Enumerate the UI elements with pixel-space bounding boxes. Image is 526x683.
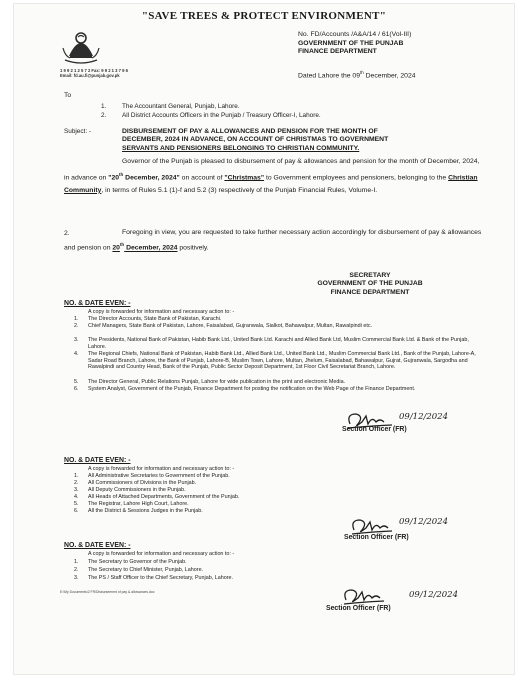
- subject-line-2: DECEMBER, 2024 IN ADVANCE, ON ACCOUNT OF CHRISTMAS TO GOVERNMENT: [122, 136, 389, 144]
- secretary-title: SECRETARY: [349, 272, 391, 279]
- subject-line-3: SERVANTS AND PENSIONERS BELONGING TO CHRISTIAN COMMUNITY.: [122, 144, 360, 152]
- subject-label: Subject: -: [64, 128, 91, 135]
- paragraph-1: Governor of the Punjab is pleased to disbursement of pay & allowances and pension for the month of December, 2024, in advance on "20th December, 2024" on account of "Christmas" to Government employees and pensioners, belonging to the Christian Community, in terms of Rules 5.1 (1)-f and 5.2 (3) respectively of the Punjab Financial Rules, Volume-I.: [64, 158, 480, 194]
- document-page: [14, 4, 514, 674]
- issue-date: Dated Lahore the 09th December, 2024: [298, 70, 416, 80]
- section-officer-label: Section Officer (FR): [326, 605, 391, 612]
- signature-date: 09/12/2024: [399, 412, 448, 422]
- secretary-org: GOVERNMENT OF THE PUNJAB: [317, 280, 423, 288]
- endorsement-1-list: 1. The Director Accounts, State Bank of Pakistan, Karachi. 2. Chief Managers, State Bank of Pakistan, Lahore, Faisalabad, Gujranwala, Sialkot, Bahawalpur, Multan, Rawalpindi etc. 3. The Presidents, National Bank of Pakistan, Habib Bank Ltd., United Bank Ltd. Karachi and Allied Bank Ltd, Muslim Commercial Bank Ltd. & Bank of the Punjab, Lahore. 4. The Regional Chiefs, National Bank of Pakistan, Habib Bank Ltd., Allied Bank Ltd., United Bank Ltd., Muslim Commercial Bank Ltd., Bank of the Punjab, Lahore-A, Sadar Road Branch, Lahore, the Bank of Punjab, Lahore-B, Muslim Town, Lahore, Multan, Jhelum, Faisalabad, Bahawalpur, Gujrat, Gujranwala, Sargodha and Rawalpindi and Country Head, Bank of the Punjab, Public Sector Deposit Department, 1st Floor Civil Secretariat Branch, Lahore. 5. The Director General, Public Relations Punjab, Lahore for wide publication in the print and electronic Media. 6. System Analyst, Government of the Punjab, Finance Department for posting the notification on the Web Page of the Finance Department.: [74, 316, 476, 392]
- org-name: GOVERNMENT OF THE PUNJAB: [298, 39, 404, 47]
- section-officer-label: Section Officer (FR): [342, 426, 407, 433]
- to-recipient-2: All District Accounts Officers in the Punjab / Treasury Officer-I, Lahore.: [122, 112, 321, 119]
- department-name: FINANCE DEPARTMENT: [298, 48, 377, 56]
- endorsement-3-list: 1. The Secretary to Governor of the Punjab. 2. The Secretary to Chief Minister, Punjab, Lahore. 3. The PS / Staff Officer to the Chief Secretary, Punjab, Lahore.: [74, 559, 234, 581]
- signature-date: 09/12/2024: [409, 590, 458, 600]
- endorsement-1-label: NO. & DATE EVEN: -: [64, 300, 131, 307]
- endorsement-2-intro: A copy is forwarded for information and necessary action to: -: [88, 466, 235, 472]
- endorsement-2-label: NO. & DATE EVEN: -: [64, 457, 131, 464]
- subject-line-1: DISBURSEMENT OF PAY & ALLOWANCES AND PENSION FOR THE MONTH OF: [122, 128, 378, 135]
- paragraph-2: Foregoing in view, you are requested to take further necessary action accordingly for disbursement of pay & allowances and pension on 20th December, 2024 positively.: [64, 228, 482, 252]
- section-officer-label: Section Officer (FR): [344, 534, 409, 541]
- reference-number: No. FD/Accounts /A&A/14 / 61(Vol-III): [298, 31, 412, 38]
- punjab-government-logo: [59, 26, 103, 68]
- motto-banner: "SAVE TREES & PROTECT ENVIRONMENT": [141, 10, 387, 22]
- endorsement-2-list: 1. All Administrative Secretaries to Government of the Punjab. 2. All Commissioners of Divisions in the Punjab. 3. All Deputy Commissioners in the Punjab. 4. All Heads of Attached Departments, Government of the Punjab. 5. The Registrar, Lahore High Court, Lahore. 6. All the District & Sessions Judges in the Punjab.: [74, 473, 240, 514]
- to-number-1: 1.: [101, 103, 107, 110]
- paragraph-2-number: 2.: [64, 230, 70, 237]
- endorsement-3-label: NO. & DATE EVEN: -: [64, 542, 131, 549]
- signature-date: 09/12/2024: [399, 517, 448, 527]
- to-label: To: [64, 92, 72, 99]
- endorsement-3-intro: A copy is forwarded for information and necessary action to: -: [88, 551, 235, 557]
- to-recipient-1: The Accountant General, Punjab, Lahore.: [122, 103, 240, 110]
- file-path-footer: E:\My Documents\2 FR\Disbursement of pay & allowances.doc: [60, 590, 155, 594]
- contact-email: Email: fd.au.fi@punjab.gov.pk: [60, 73, 120, 78]
- secretary-department: FINANCE DEPARTMENT: [330, 288, 410, 296]
- contact-phone: 1 9 9 2 1 2 5 7 2 Fax: 9 9 2 1 3 7 9 6: [60, 68, 128, 73]
- to-number-2: 2.: [101, 112, 107, 119]
- endorsement-1-intro: A copy is forwarded for information and necessary action to: -: [88, 309, 235, 315]
